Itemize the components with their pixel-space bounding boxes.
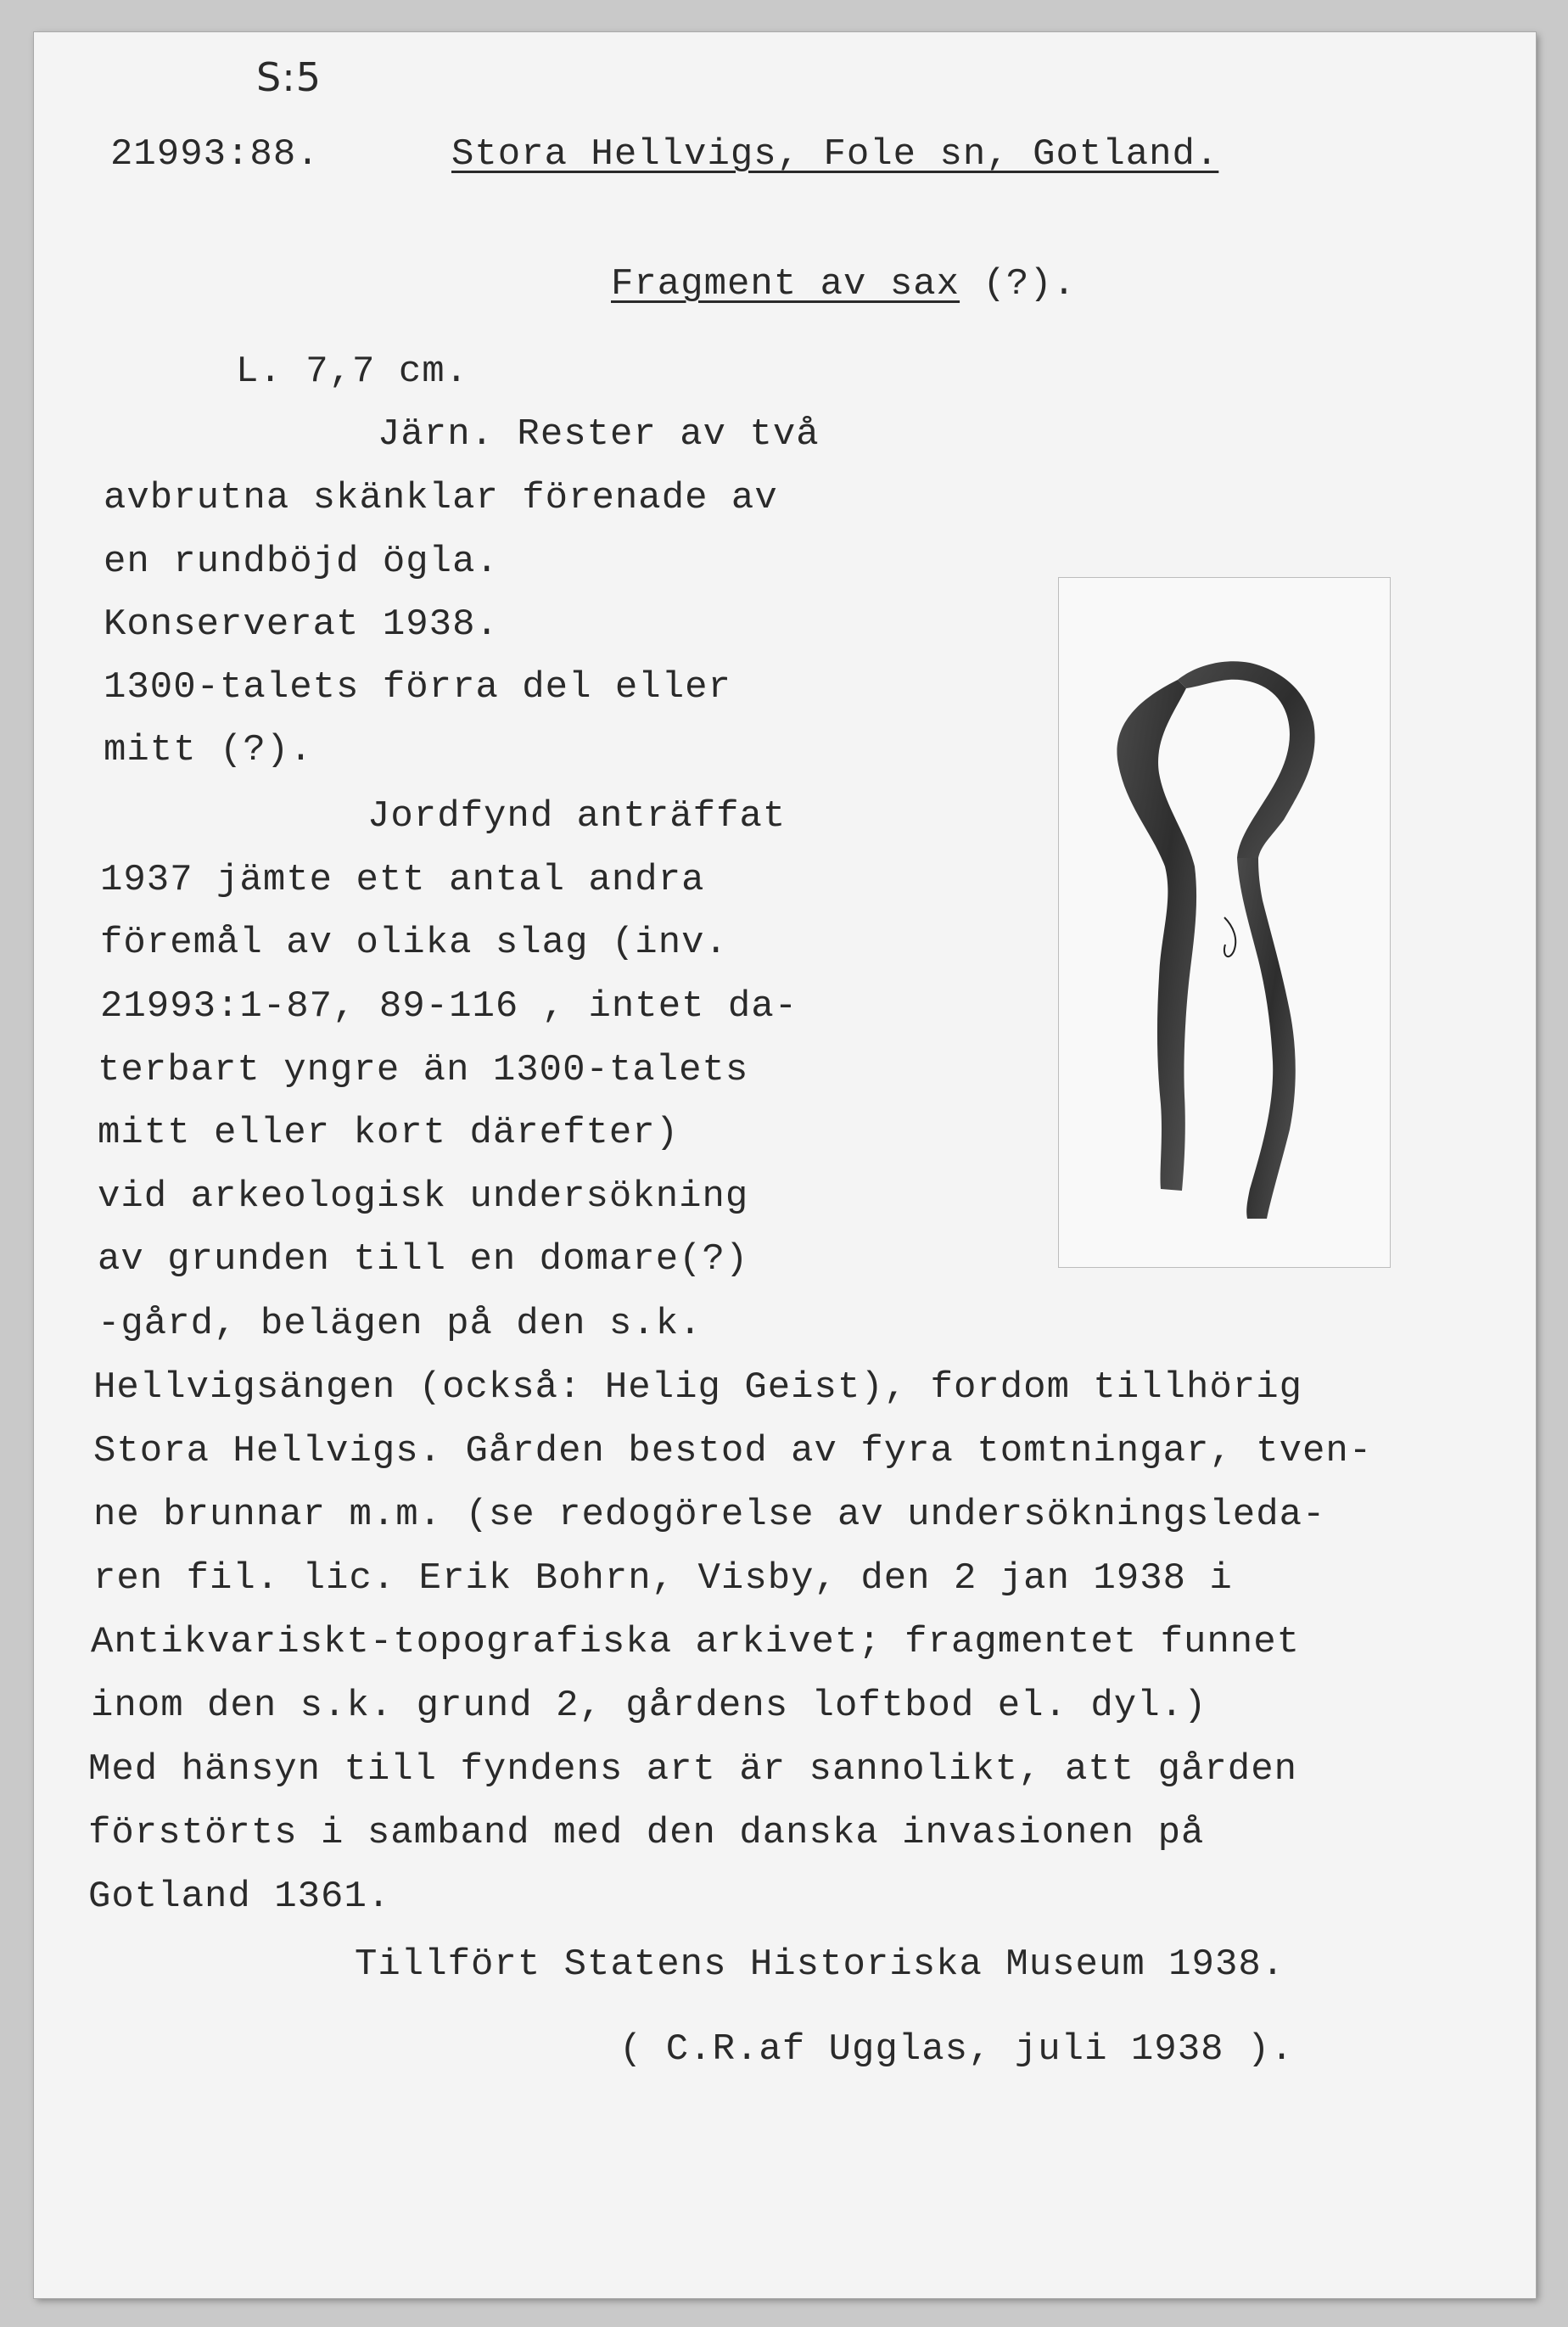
text-line: -gård, belägen på den s.k. xyxy=(98,1303,703,1345)
text-line: Tillfört Statens Historiska Museum 1938. xyxy=(355,1943,1285,1986)
wire-detail xyxy=(1224,917,1235,956)
left-shank xyxy=(1117,680,1196,1191)
inventory-number: 21993:88. xyxy=(110,133,320,176)
text-line: förstörts i samband med den danska invasionen på xyxy=(88,1812,1205,1854)
text-line: inom den s.k. grund 2, gårdens loftbod el. dyl.) xyxy=(91,1685,1207,1727)
text-line: Jordfynd anträffat xyxy=(367,795,787,838)
text-line: ren fil. lic. Erik Bohrn, Visby, den 2 jan 1938 i xyxy=(93,1557,1233,1600)
text-line: mitt eller kort därefter) xyxy=(98,1112,680,1154)
right-shank xyxy=(1237,858,1296,1219)
text-line: Med hänsyn till fyndens art är sannolikt, att gården xyxy=(88,1748,1298,1791)
text-line: ne brunnar m.m. (se redogörelse av undersökningsleda- xyxy=(93,1494,1326,1536)
text-line: L. 7,7 cm. xyxy=(236,350,469,393)
text-line: terbart yngre än 1300-talets xyxy=(98,1049,749,1091)
text-line: vid arkeologisk undersökning xyxy=(98,1175,749,1218)
shears-fragment-image xyxy=(1059,578,1390,1267)
text-line: Hellvigsängen (också: Helig Geist), fordom tillhörig xyxy=(93,1366,1303,1409)
text-line: föremål av olika slag (inv. xyxy=(100,922,728,964)
text-line: Antikvariskt-topografiska arkivet; fragmentet funnet xyxy=(91,1621,1301,1663)
text-line: avbrutna skänklar förenade av xyxy=(104,477,778,519)
text-line: 21993:1-87, 89-116 , intet da- xyxy=(100,985,798,1028)
text-line: mitt (?). xyxy=(104,729,313,771)
text-line: av grunden till en domare(?) xyxy=(98,1238,749,1281)
object-title-suffix: (?). xyxy=(960,263,1077,306)
object-title xyxy=(611,263,1077,306)
text-line: 1937 jämte ett antal andra xyxy=(100,859,705,901)
shelf-mark: S:5 xyxy=(256,54,322,100)
catalog-card xyxy=(34,32,1536,2298)
text-line: Gotland 1361. xyxy=(88,1876,391,1918)
text-line: 1300-talets förra del eller xyxy=(104,666,731,709)
text-line: Stora Hellvigs. Gården bestod av fyra tomtningar, tven- xyxy=(93,1430,1373,1472)
object-title-name: Fragment av sax xyxy=(611,263,960,306)
find-location: Stora Hellvigs, Fole sn, Gotland. xyxy=(451,133,1219,176)
bow-loop xyxy=(1178,661,1315,858)
object-photo xyxy=(1058,577,1391,1268)
text-line: en rundböjd ögla. xyxy=(104,541,499,583)
text-line: Järn. Rester av två xyxy=(378,413,820,456)
text-line: Konserverat 1938. xyxy=(104,603,499,646)
signature-line: ( C.R.af Ugglas, juli 1938 ). xyxy=(619,2028,1294,2071)
